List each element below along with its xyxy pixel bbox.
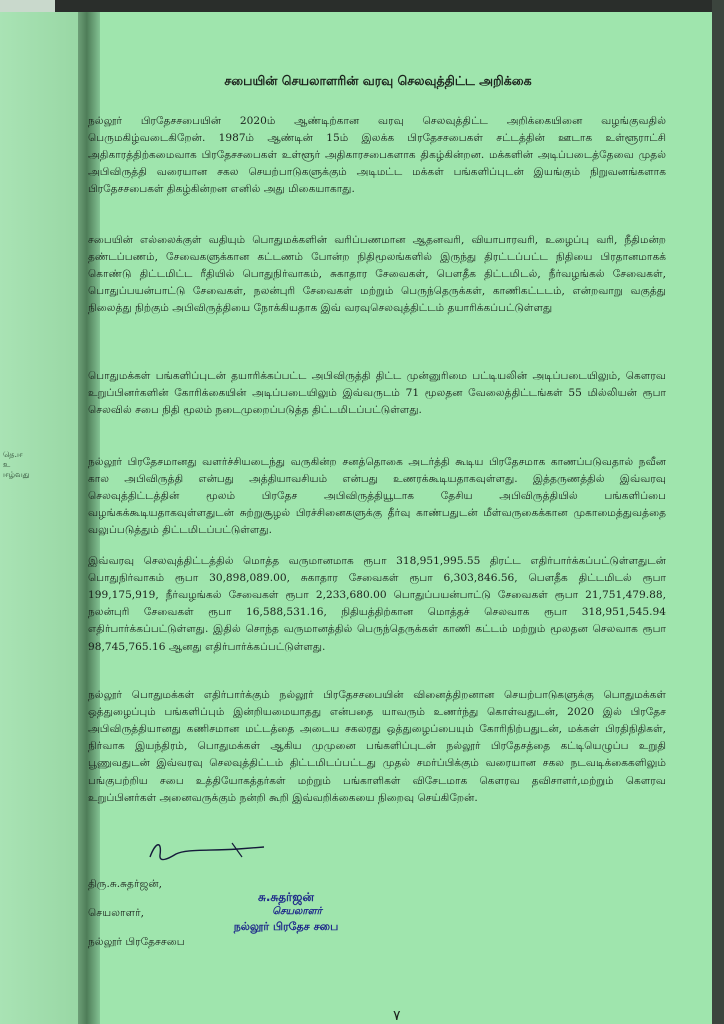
left-margin	[0, 12, 82, 1024]
document-body	[88, 12, 686, 1024]
signoff-block	[88, 870, 185, 957]
document-page	[0, 12, 712, 1024]
stamp-name: சு.சுதர்ஜன்	[258, 890, 314, 904]
page-number: ٧	[393, 1008, 401, 1024]
scan-top-light-gap	[0, 0, 55, 12]
margin-note-line: தெ.ஈ	[3, 450, 23, 459]
official-stamp	[196, 889, 376, 934]
paragraph-budget-figures: இவ்வரவு செலவுத்திட்டத்தில் மொத்த வருமானமாக ரூபா 318,951,995.55 திரட்ட எதிர்பார்க்கப்பட்டுள்ளதுடன் பொதுநிர்வாகம் ரூபா 30,898,089.00, சுகாதார சேவைகள் ரூபா 6,303,846.56, பௌதீக திட்டமிடல் ரூபா 199,175,919, நீர்வழங்கல் சேவைகள் ரூபா 2,233,680.00 பொதுப்பயன்பாட்டு சேவைகள் ரூபா 21,751,479.88, நலன்புரி சேவைகள் ரூபா 16,588,531.16, நிதியத்திற்கான மொத்தச் செலவாக ரூபா 318,951,545.94 எதிர்பார்க்கப்பட்டுள்ளது. இதில் சொந்த வருமானத்தில் பெருந்தெருக்கள் காணி கட்டம் மற்றும் மூலதன செலவாக ரூபா 98,745,765.16 ஆனது எதிர்பார்க்கப்பட்டுள்ளது.	[88, 554, 666, 653]
margin-note-line: உ	[3, 460, 11, 469]
document-title: சபையின் செயலாளரின் வரவு செலவுத்திட்ட அறிக்கை	[224, 73, 532, 88]
handwritten-signature	[146, 837, 266, 867]
stamp-role: செயலாளர்	[272, 906, 322, 917]
signatory-office: நல்லூர் பிரதேசசபை	[88, 936, 185, 948]
scan-top-edge	[0, 0, 724, 12]
paragraph-development: நல்லூர் பிரதேசமானது வளர்ச்சியடைந்து வருகின்ற சனத்தொகை அடர்த்தி கூடிய பிரதேசமாக காணப்படுவதால் நவீன கால அபிவிருத்தி என்பது அத்தியாவசியம் என்பது உணரக்கூடியதாகவுள்ளது. இத்தருணத்தில் இவ்வரவு செலவுத்திட்டத்தின் மூலம் பிரதேச அபிவிருத்தியூடாக தேசிய அபிவிருத்தியில் பங்களிப்பை வழங்கக்கூடியதாகவுள்ளதுடன் சுற்றுசூழல் பிரச்சினைகளுக்கு தீர்வு காண்பதுடன் மீள்வருகைக்கான முகாமைத்துவத்தை வலுப்படுத்தும் திட்டமிடப்பட்டுள்ளது.	[88, 455, 666, 537]
stamp-office: நல்லூர் பிரதேச சபை	[233, 920, 339, 933]
paragraph-capital-works: பொதுமக்கள் பங்களிப்புடன் தயாரிக்கப்பட்ட அபிவிருத்தி திட்ட முன்னுரிமை பட்டியலின் அடிப்படையிலும், கௌரவ உறுப்பினர்களின் கோரிக்கையின் அடிப்படையிலும் இவ்வருடம் 71 மூலதன வேலைத்திட்டங்கள் 55 மில்லியன் ரூபா செலவில் சபை நிதி மூலம் நடைமுறைப்படுத்த திட்டமிடப்பட்டுள்ளது.	[88, 369, 666, 416]
paragraph-revenue-sources: சபையின் எல்லைக்குள் வதியும் பொதுமக்களின் வரிப்பணமான ஆதனவரி, வியாபாரவரி, உழைப்பு வரி, நீதிமன்ற தண்டப்பணம், சேவைகளுக்கான கட்டணம் போன்ற நிதிமூலங்களில் இருந்து திரட்டப்பட்ட நிதியை பிரதானமாகக் கொண்டு திட்டமிட்ட ரீதியில் பொதுநிர்வாகம், சுகாதார சேவைகள், பௌதீக திட்டமிடல், நீர்வழங்கல் சேவைகள், பொதுப்பயன்பாட்டு சேவைகள், நலன்புரி சேவைகள் மற்றும் பெருந்தெருக்கள், காணிகட்டடம், என்றவாறு வகுத்து நிலைத்து நிற்கும் அபிவிருத்தியை நோக்கியதாக இவ் வரவுசெலவுத்திட்டம் தயாரிக்கப்பட்டுள்ளது	[88, 233, 666, 315]
signatory-name: திரு.சு.சுதர்ஜன்,	[88, 878, 162, 890]
margin-handwriting	[3, 450, 43, 480]
scan-right-edge	[712, 0, 724, 1024]
paragraph-acknowledgement: நல்லூர் பொதுமக்கள் எதிர்பார்க்கும் நல்லூர் பிரதேசசபையின் வினைத்திறனான செயற்பாடுகளுக்கு பொதுமக்கள் ஒத்துழைப்பும் பங்களிப்பும் இன்றியமையாதது என்பதை யாவரும் உணர்ந்து கொள்வதுடன், 2020 இல் பிரதேச அபிவிருத்தியானது கணிசமான மட்டத்தை அடைய சகலரது ஒத்துழைப்பையும் கோரிநிற்பதுடன், மக்கள் பிரதிநிதிகள், நிர்வாக இயந்திரம், பொதுமக்கள் ஆகிய முமுனை பங்களிப்புடன் நல்லூர் பிரதேசத்தை கட்டியெழுப்ப உறுதி பூணுவதுடன் இவ்வரவு செலவுத்திட்டம் திட்டமிடப்பட்டது முதல் சமர்ப்பிக்கும் வரையான சகல நடவடிக்கைகளிலும் பங்குபற்றிய சபை உத்தியோகத்தர்கள் மற்றும் பங்காளிகள் விசேடமாக கௌரவ தவிசாளர்,மற்றும் கௌரவ உறுப்பினர்கள் அனைவருக்கும் நன்றி கூறி இவ்வறிக்கையை நிறைவு செய்கிறேன்.	[88, 688, 666, 804]
signatory-role: செயலாளர்,	[88, 907, 144, 919]
margin-note-line: ஈழ்வது	[3, 470, 30, 479]
paragraph-introduction: நல்லூர் பிரதேசசபையின் 2020ம் ஆண்டிற்கான வரவு செலவுத்திட்ட அறிக்கையினை வழங்குவதில் பெருமகிழ்வடைகிறேன். 1987ம் ஆண்டின் 15ம் இலக்க பிரதேசசபைகள் சட்டத்தின் ஊடாக உள்ளூராட்சி அதிகாரத்திற்கமைவாக பிரதேசசபைகள் உள்ளூர் அதிகாரசபைகளாக திகழ்கின்றன. மக்களின் அடிப்படைத்தேவை முதல் அபிவிருத்தி வரையான சகல செயற்பாடுகளுக்கும் அடிமட்ட மக்கள் பங்களிப்புடன் இயங்கும் நிறுவனங்களாக பிரதேசசபைகள் திகழ்கின்றன எனில் அது மிகையாகாது.	[88, 114, 666, 196]
